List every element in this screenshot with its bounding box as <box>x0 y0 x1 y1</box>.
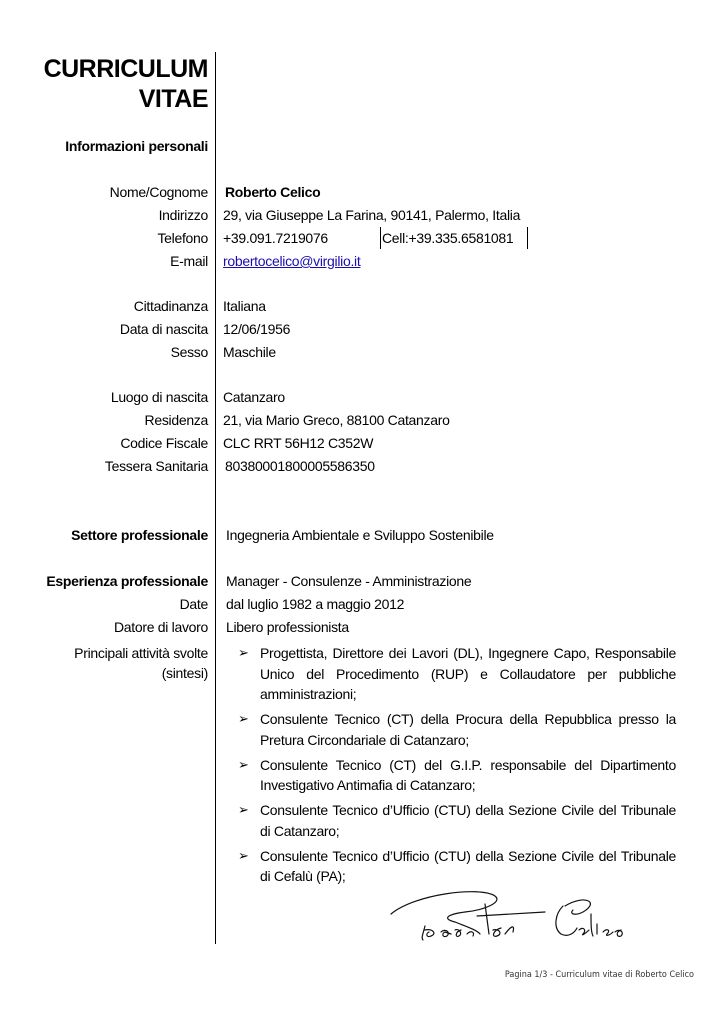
employer-label: Datore di lavoro <box>113 619 208 635</box>
sex-label: Sesso <box>170 344 208 360</box>
residence-value: 21, via Mario Greco, 88100 Catanzaro <box>223 412 450 428</box>
activities-label-line-1: Principali attività svolte <box>74 645 208 661</box>
dates-label: Date <box>179 596 208 612</box>
activity-item <box>238 643 676 705</box>
birthdate-value: 12/06/1956 <box>223 321 291 337</box>
sector-label: Settore professionale <box>71 527 208 543</box>
activity-item <box>238 800 676 841</box>
citizenship-value: Italiana <box>223 298 266 314</box>
health-card-value: 80380001800005586350 <box>225 458 375 474</box>
email-label: E-mail <box>170 253 208 269</box>
cell-left-border <box>380 227 381 249</box>
bullet-arrow-icon: ➢ <box>238 711 249 726</box>
handwritten-signature <box>385 884 635 944</box>
activity-item <box>238 709 676 750</box>
tax-code-label: Codice Fiscale <box>120 435 208 451</box>
page-footer: Pagina 1/3 - Curriculum vitae di Roberto Celico <box>504 970 694 980</box>
name-value: Roberto Celico <box>225 184 321 200</box>
activity-text: Progettista, Direttore dei Lavori (DL), Ingegnere Capo, Responsabile Unico del Procedimento (RUP) e Collaudatore per pubbliche amministrazioni; <box>260 645 676 702</box>
experience-value: Manager - Consulenze - Amministrazione <box>226 573 472 589</box>
activity-text: Consulente Tecnico (CT) della Procura della Repubblica presso la Pretura Circondariale di Catanzaro; <box>260 711 676 748</box>
cell-right-border <box>527 227 528 249</box>
phone-label: Telefono <box>157 230 208 246</box>
activity-text: Consulente Tecnico d’Ufficio (CTU) della Sezione Civile del Tribunale di Cefalù (PA); <box>260 847 676 884</box>
bullet-arrow-icon: ➢ <box>238 645 249 660</box>
sector-value: Ingegneria Ambientale e Sviluppo Sostenibile <box>226 527 494 543</box>
activity-item <box>238 846 676 887</box>
section-personal-info: Informazioni personali <box>65 138 208 154</box>
tax-code-value: CLC RRT 56H12 C352W <box>223 435 374 451</box>
title-line-1: CURRICULUM <box>43 55 208 83</box>
bullet-arrow-icon: ➢ <box>238 802 249 817</box>
health-card-label: Tessera Sanitaria <box>104 458 208 474</box>
cell-value: Cell:+39.335.6581081 <box>382 230 514 246</box>
activities-list <box>238 643 676 891</box>
document-title <box>44 54 208 114</box>
birthdate-label: Data di nascita <box>119 321 208 337</box>
activities-label <box>74 643 208 683</box>
phone-value: +39.091.7219076 <box>223 230 328 246</box>
birthplace-label: Luogo di nascita <box>110 389 208 405</box>
address-value: 29, via Giuseppe La Farina, 90141, Palermo, Italia <box>223 207 521 223</box>
dates-value: dal luglio 1982 a maggio 2012 <box>226 596 405 612</box>
activities-label-line-2: (sintesi) <box>161 665 208 681</box>
bullet-arrow-icon: ➢ <box>238 756 249 772</box>
email-link[interactable]: robertocelico@virgilio.it <box>223 253 361 269</box>
employer-value: Libero professionista <box>226 619 349 635</box>
birthplace-value: Catanzaro <box>223 389 285 405</box>
bullet-arrow-icon: ➢ <box>238 847 249 863</box>
activity-item <box>238 755 676 796</box>
activity-text: Consulente Tecnico (CT) del G.I.P. responsabile del Dipartimento Investigativo Antimafia di Catanzaro; <box>260 756 676 793</box>
residence-label: Residenza <box>144 412 208 428</box>
address-label: Indirizzo <box>158 207 208 223</box>
citizenship-label: Cittadinanza <box>133 298 208 314</box>
sex-value: Maschile <box>223 344 276 360</box>
activity-text: Consulente Tecnico d’Ufficio (CTU) della Sezione Civile del Tribunale di Catanzaro; <box>260 802 676 839</box>
name-label: Nome/Cognome <box>109 184 208 200</box>
column-divider <box>215 52 216 944</box>
title-line-2: VITAE <box>138 85 208 113</box>
experience-label: Esperienza professionale <box>46 573 208 589</box>
